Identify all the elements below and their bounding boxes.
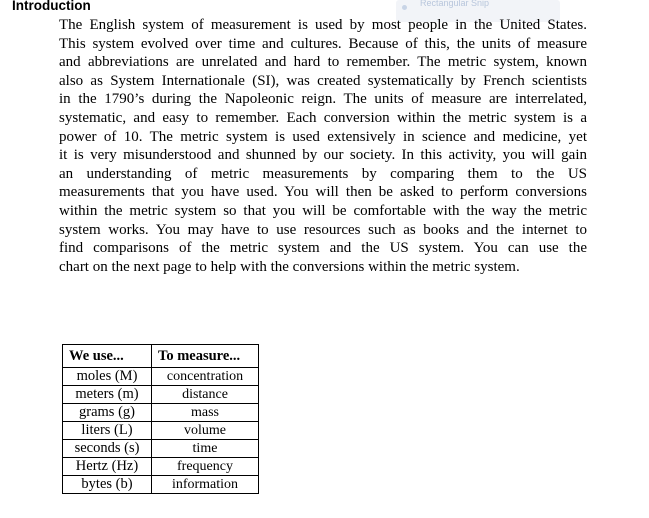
intro-line: within the metric system so that you will be comfortable with the way the metric (59, 202, 587, 219)
table-row (63, 476, 259, 494)
table-header-row (63, 345, 259, 368)
unit-cell: grams (g) (63, 404, 152, 422)
unit-cell: moles (M) (63, 368, 152, 386)
unit-cell: seconds (s) (63, 440, 152, 458)
quantity-cell: frequency (152, 458, 259, 476)
quantity-cell: volume (152, 422, 259, 440)
header-to-measure: To measure... (152, 345, 259, 368)
snip-tool-label: Rectangular Snip (420, 0, 490, 8)
intro-line: and abbreviations are unrelated and hard to remember. The metric system, known (59, 54, 587, 71)
intro-line: The English system of measurement is used by most people in the United States. (59, 17, 587, 33)
intro-line: in the 1790’s during the Napoleonic reign. The units of measure are interrelated, (59, 91, 587, 108)
intro-line: power of 10. The metric system is used extensively in science and medicine, yet (59, 128, 587, 145)
quantity-cell: time (152, 440, 259, 458)
table-row (63, 422, 259, 440)
intro-line: it is very misunderstood and shunned by our society. In this activity, you will gain (59, 147, 587, 164)
intro-paragraph (59, 16, 587, 276)
quantity-cell: concentration (152, 368, 259, 386)
intro-line: systematic, and easy to remember. Each conversion within the metric system is a (59, 109, 587, 126)
table-row (63, 440, 259, 458)
section-heading: Introduction (12, 0, 91, 13)
intro-line: chart on the next page to help with the conversions within the metric system. (59, 258, 520, 275)
intro-line: also as System Internationale (SI), was created systematically by French scientists (59, 72, 587, 89)
quantity-cell: distance (152, 386, 259, 404)
table-row (63, 386, 259, 404)
intro-line: an understanding of metric measurements by comparing them to the US (59, 165, 587, 182)
snip-indicator-icon (402, 5, 407, 10)
intro-line: measurements that you have used. You will then be asked to perform conversions (59, 184, 587, 201)
intro-line: find comparisons of the metric system and the US system. You can use the (59, 240, 587, 257)
table-row (63, 458, 259, 476)
unit-cell: liters (L) (63, 422, 152, 440)
quantity-cell: information (152, 476, 259, 494)
intro-line: This system evolved over time and cultures. Because of this, the units of measure (59, 35, 587, 52)
table-row (63, 404, 259, 422)
header-we-use: We use... (63, 345, 152, 368)
unit-cell: bytes (b) (63, 476, 152, 494)
units-table (62, 344, 259, 494)
table-row (63, 368, 259, 386)
unit-cell: meters (m) (63, 386, 152, 404)
unit-cell: Hertz (Hz) (63, 458, 152, 476)
quantity-cell: mass (152, 404, 259, 422)
intro-line: system works. You may have to use resources such as books and the internet to (59, 221, 587, 238)
